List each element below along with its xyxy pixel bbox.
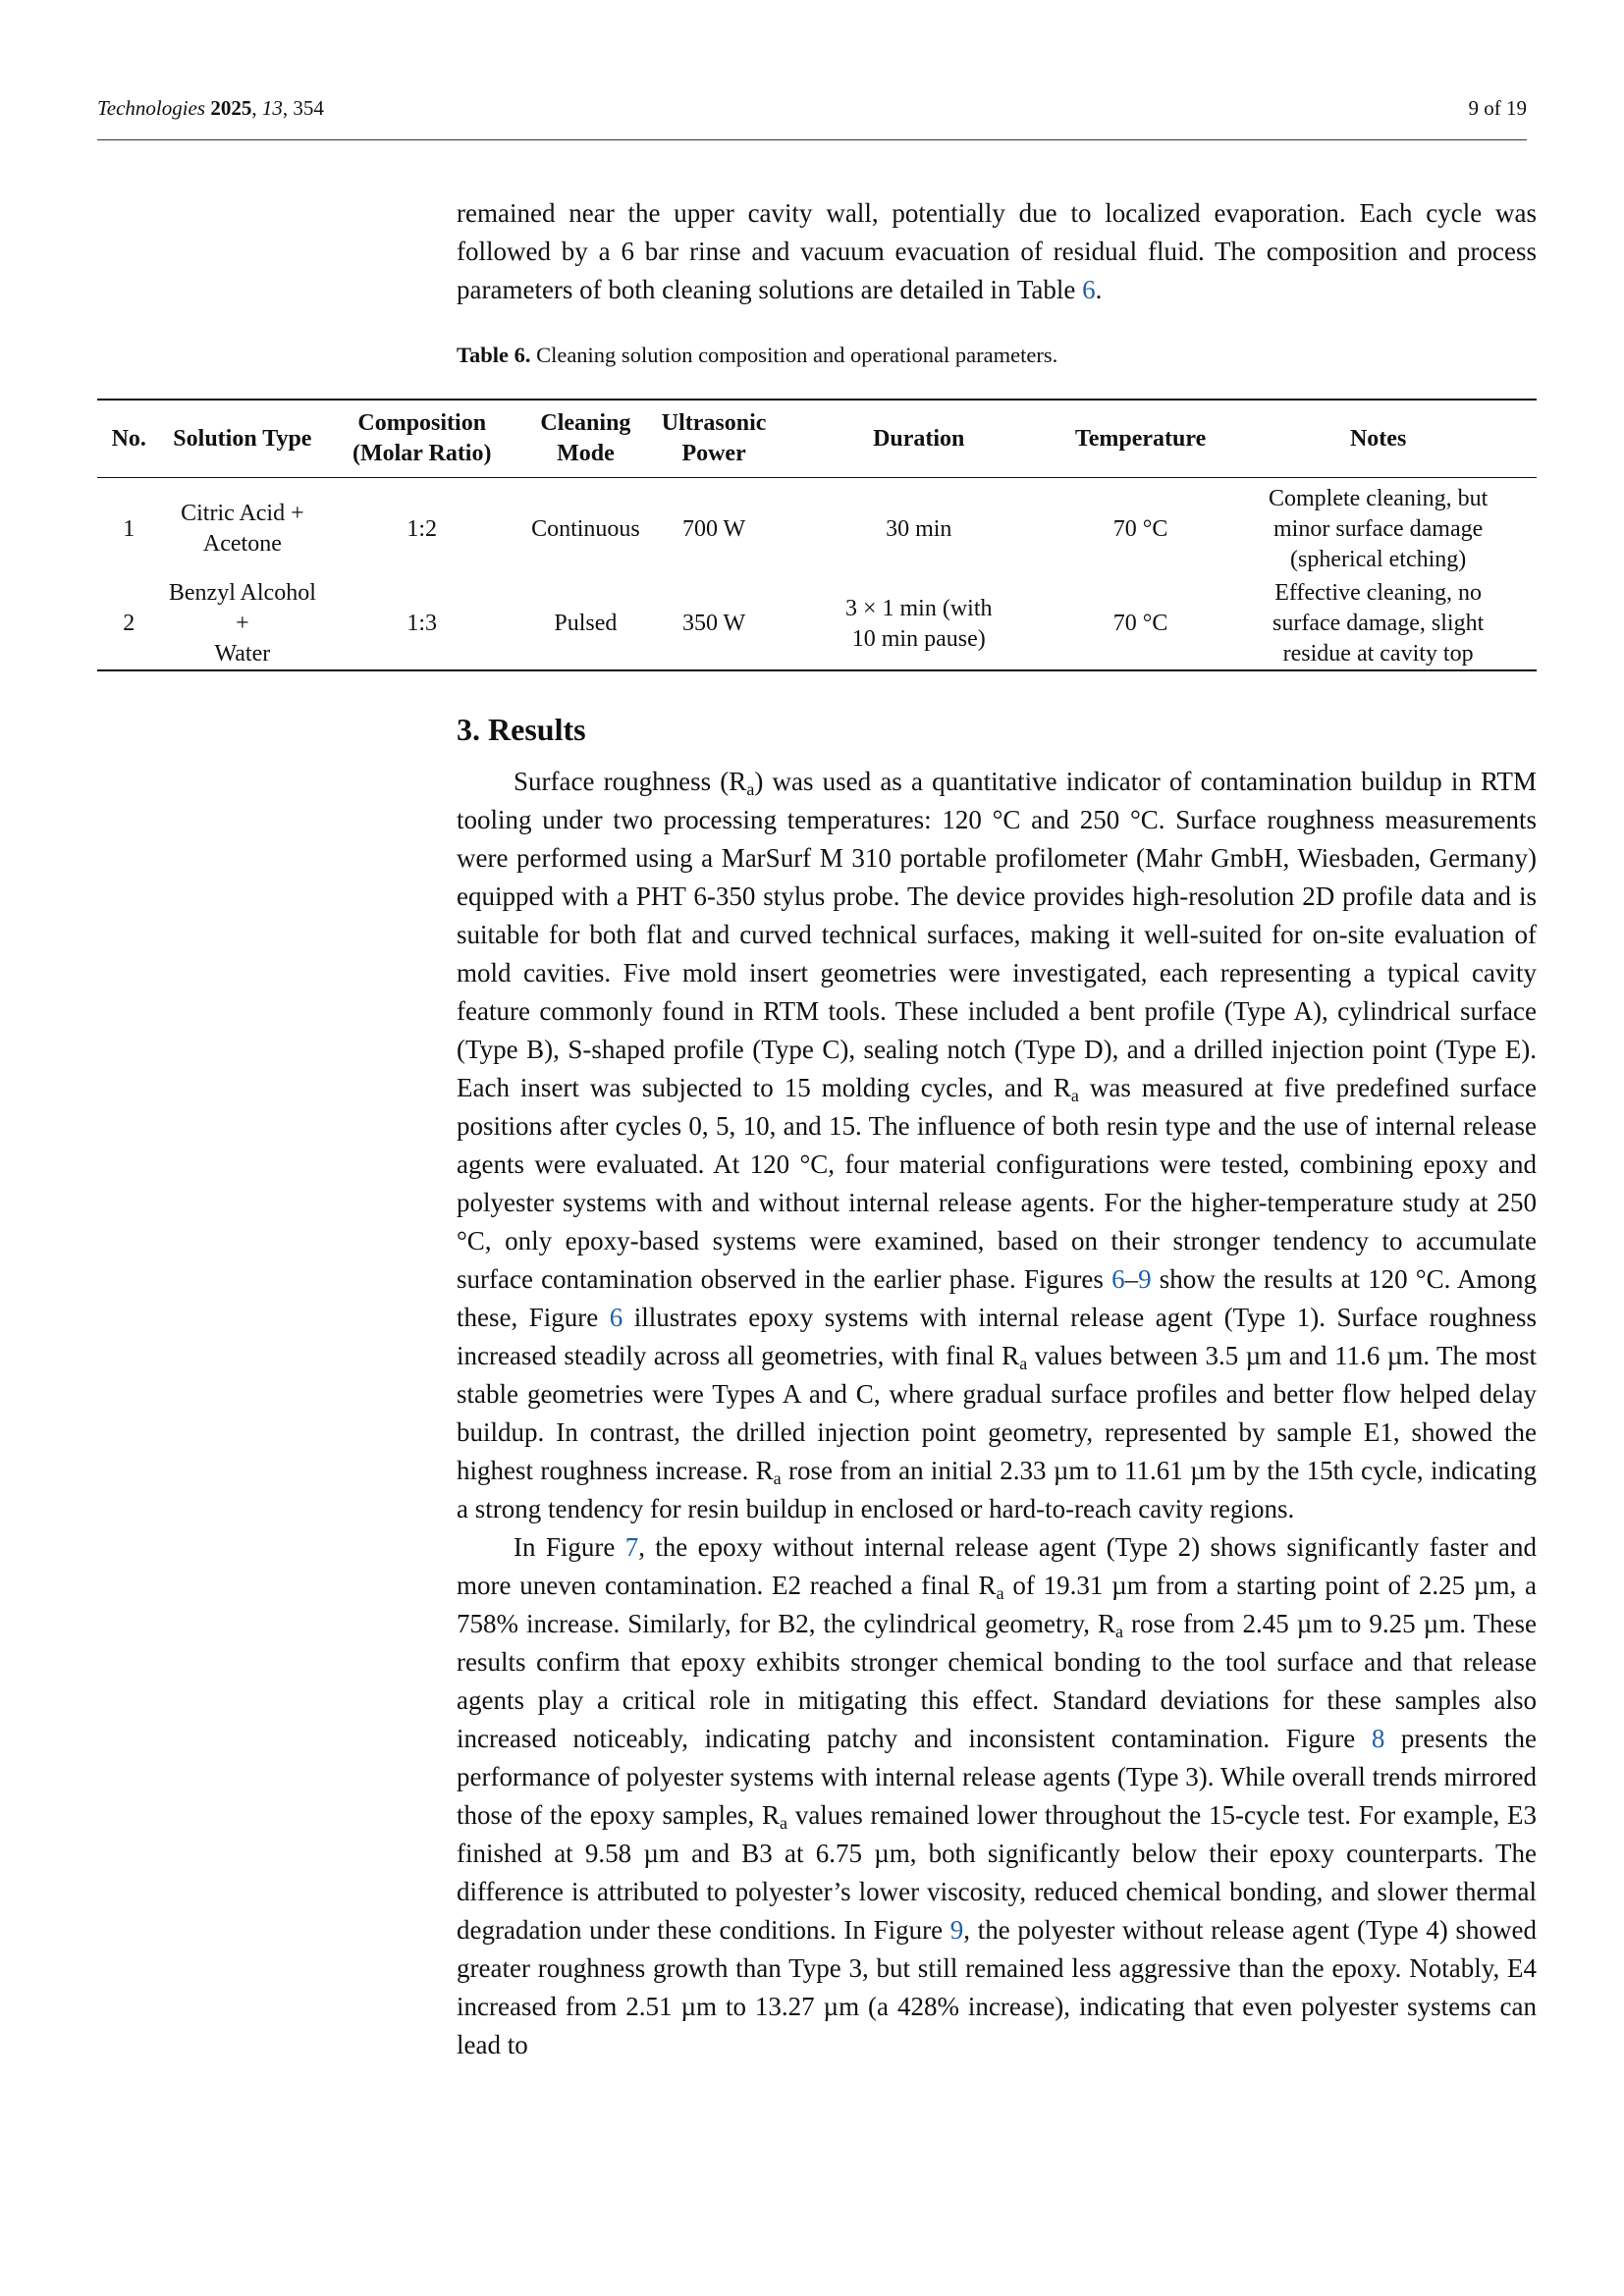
header-composition: Composition (Molar Ratio): [324, 400, 519, 478]
cell-duration: 30 min: [886, 515, 952, 542]
cell-mode: Pulsed: [519, 578, 651, 670]
figure-9-link[interactable]: 9: [949, 1915, 964, 1945]
table-row: [97, 478, 1537, 579]
running-header: [97, 96, 1527, 140]
intro-paragraph: remained near the upper cavity wall, potentially due to localized evaporation. Each cycle was followed by a 6 bar rinse and vacuum evacuation of residual fluid. The composition and process parameters of both cleaning solutions are detailed in Table 6.: [457, 198, 1537, 304]
header-notes: Notes: [1219, 400, 1537, 478]
article-number: 354: [293, 96, 324, 120]
figure-8-link[interactable]: 8: [1371, 1724, 1385, 1753]
figure-6-link[interactable]: 6: [609, 1303, 623, 1332]
header-solution-type: Solution Type: [161, 400, 325, 478]
cell-no: 2: [97, 578, 161, 670]
journal-volume: 13: [261, 96, 283, 120]
header-duration: Duration: [777, 400, 1061, 478]
figure-6-link[interactable]: 6: [1111, 1264, 1125, 1294]
header-ultrasonic-power: Ultrasonic Power: [652, 400, 777, 478]
header-no: No.: [97, 400, 161, 478]
cell-power: 700 W: [681, 515, 746, 542]
cell-solution-type: Citric Acid + Acetone: [181, 501, 304, 557]
table-caption: [457, 343, 1057, 368]
cell-composition: 1:2: [406, 515, 438, 542]
results-paragraph-1: Surface roughness $(R_a)$ was used as a quantitative indicator of contamination buildup in RTM tooling under two processing temperatures: 120 °C and 250 °C. Surface roughness measurements were performed using a MarSurf M 310 portable profilometer (Mahr GmbH, Wiesbaden, Germany) equipped with a PHT 6-350 stylus probe. The device provides high-resolution 2D profile data and is suitable for both flat and curved technical surfaces, making it well-suited for on-site evaluation of mold cavities. Five mold insert geometries were investigated, each representing a typical cavity feature commonly found in RTM tools. These included a bent profile (Type A), cylindrical surface (Type B), S-shaped profile (Type C), sealing notch (Type D), and a drilled injection point (Type E). Each insert was subjected to 15 molding cycles, and $R_a$ was measured at five predefined surface positions after cycles 0, 5, 10, and 15. The influence of both resin type and the use of internal release agents were evaluated. At 120 °C, four material configurations were tested, combining epoxy and polyester systems with and without internal release agents. For the higher-temperature study at 250 °C, only epoxy-based systems were examined, based on their stronger tendency to accumulate surface contamination observed in the earlier phase. Figures 6–9 show the results at 120 °C. Among these, Figure 6 illustrates epoxy systems with internal release agent (Type 1). Surface roughness increased steadily across all geometries, with final $R_a$ values between 3.5 µm and 11.6 µm. The most stable geometries were Types A and C, where gradual surface profiles and better flow helped delay buildup. In contrast, the drilled injection point geometry, represented by sample E1, showed the highest roughness increase. $R_a$ rose from an initial 2.33 µm to 11.61 µm by the 15th cycle, indicating a strong tendency for resin buildup in enclosed or hard-to-reach cavity regions.: [457, 767, 1538, 1523]
results-body: [457, 763, 1537, 2064]
table-row: [97, 578, 1537, 670]
journal-citation: Technologies 2025, 13, 354: [97, 96, 324, 120]
journal-year: 2025: [210, 96, 252, 120]
cleaning-solution-table: [97, 399, 1537, 671]
cell-no: 1: [123, 515, 135, 542]
cell-notes: Complete cleaning, but minor surface damage (spherical etching): [1268, 485, 1489, 572]
section-heading-results: 3. Results: [457, 712, 586, 747]
table-header-row: [97, 400, 1537, 478]
journal-name: Technologies: [97, 96, 206, 120]
cell-notes: Effective cleaning, no surface damage, slight residue at cavity top: [1219, 578, 1537, 670]
cell-solution-type: Benzyl Alcohol + Water: [161, 578, 325, 670]
table-caption-text: Cleaning solution composition and operational parameters.: [536, 343, 1058, 367]
cell-mode: Continuous: [531, 515, 640, 542]
figure-7-link[interactable]: 7: [624, 1532, 639, 1562]
table-label: Table 6.: [457, 343, 531, 367]
cell-temperature: 70 °C: [1061, 578, 1219, 670]
results-paragraph-2: In Figure 7, the epoxy without internal release agent (Type 2) shows significantly faster and more uneven contamination. E2 reached a final $R_a$ of 19.31 µm from a starting point of 2.25 µm, a 758% increase. Similarly, for B2, the cylindrical geometry, $R_a$ rose from 2.45 µm to 9.25 µm. These results confirm that epoxy exhibits stronger chemical bonding to the tool surface and that release agents play a critical role in mitigating this effect. Standard deviations for these samples also increased noticeably, indicating patchy and inconsistent contamination. Figure 8 presents the performance of polyester systems with internal release agents (Type 3). While overall trends mirrored those of the epoxy samples, $R_a$ values remained lower throughout the 15-cycle test. For example, E3 finished at 9.58 µm and B3 at 6.75 µm, both significantly below their epoxy counterparts. The difference is attributed to polyester’s lower viscosity, reduced chemical bonding, and slower thermal degradation under these conditions. In Figure 9, the polyester without release agent (Type 4) showed greater roughness growth than Type 3, but still remained less aggressive than the epoxy. Notably, E4 increased from 2.51 µm to 13.27 µm (a 428% increase), indicating that even polyester systems can lead to: [457, 1532, 1538, 2059]
cell-power: 350 W: [652, 578, 777, 670]
page-number: 9 of 19: [1468, 96, 1527, 120]
cell-temperature: 70 °C: [1112, 515, 1168, 542]
cell-composition: 1:3: [324, 578, 519, 670]
header-temperature: Temperature: [1061, 400, 1219, 478]
table-6-link[interactable]: 6: [1082, 275, 1096, 304]
figure-9-link[interactable]: 9: [1138, 1264, 1152, 1294]
header-cleaning-mode: Cleaning Mode: [519, 400, 651, 478]
cell-duration: 3 × 1 min (with 10 min pause): [777, 578, 1061, 670]
